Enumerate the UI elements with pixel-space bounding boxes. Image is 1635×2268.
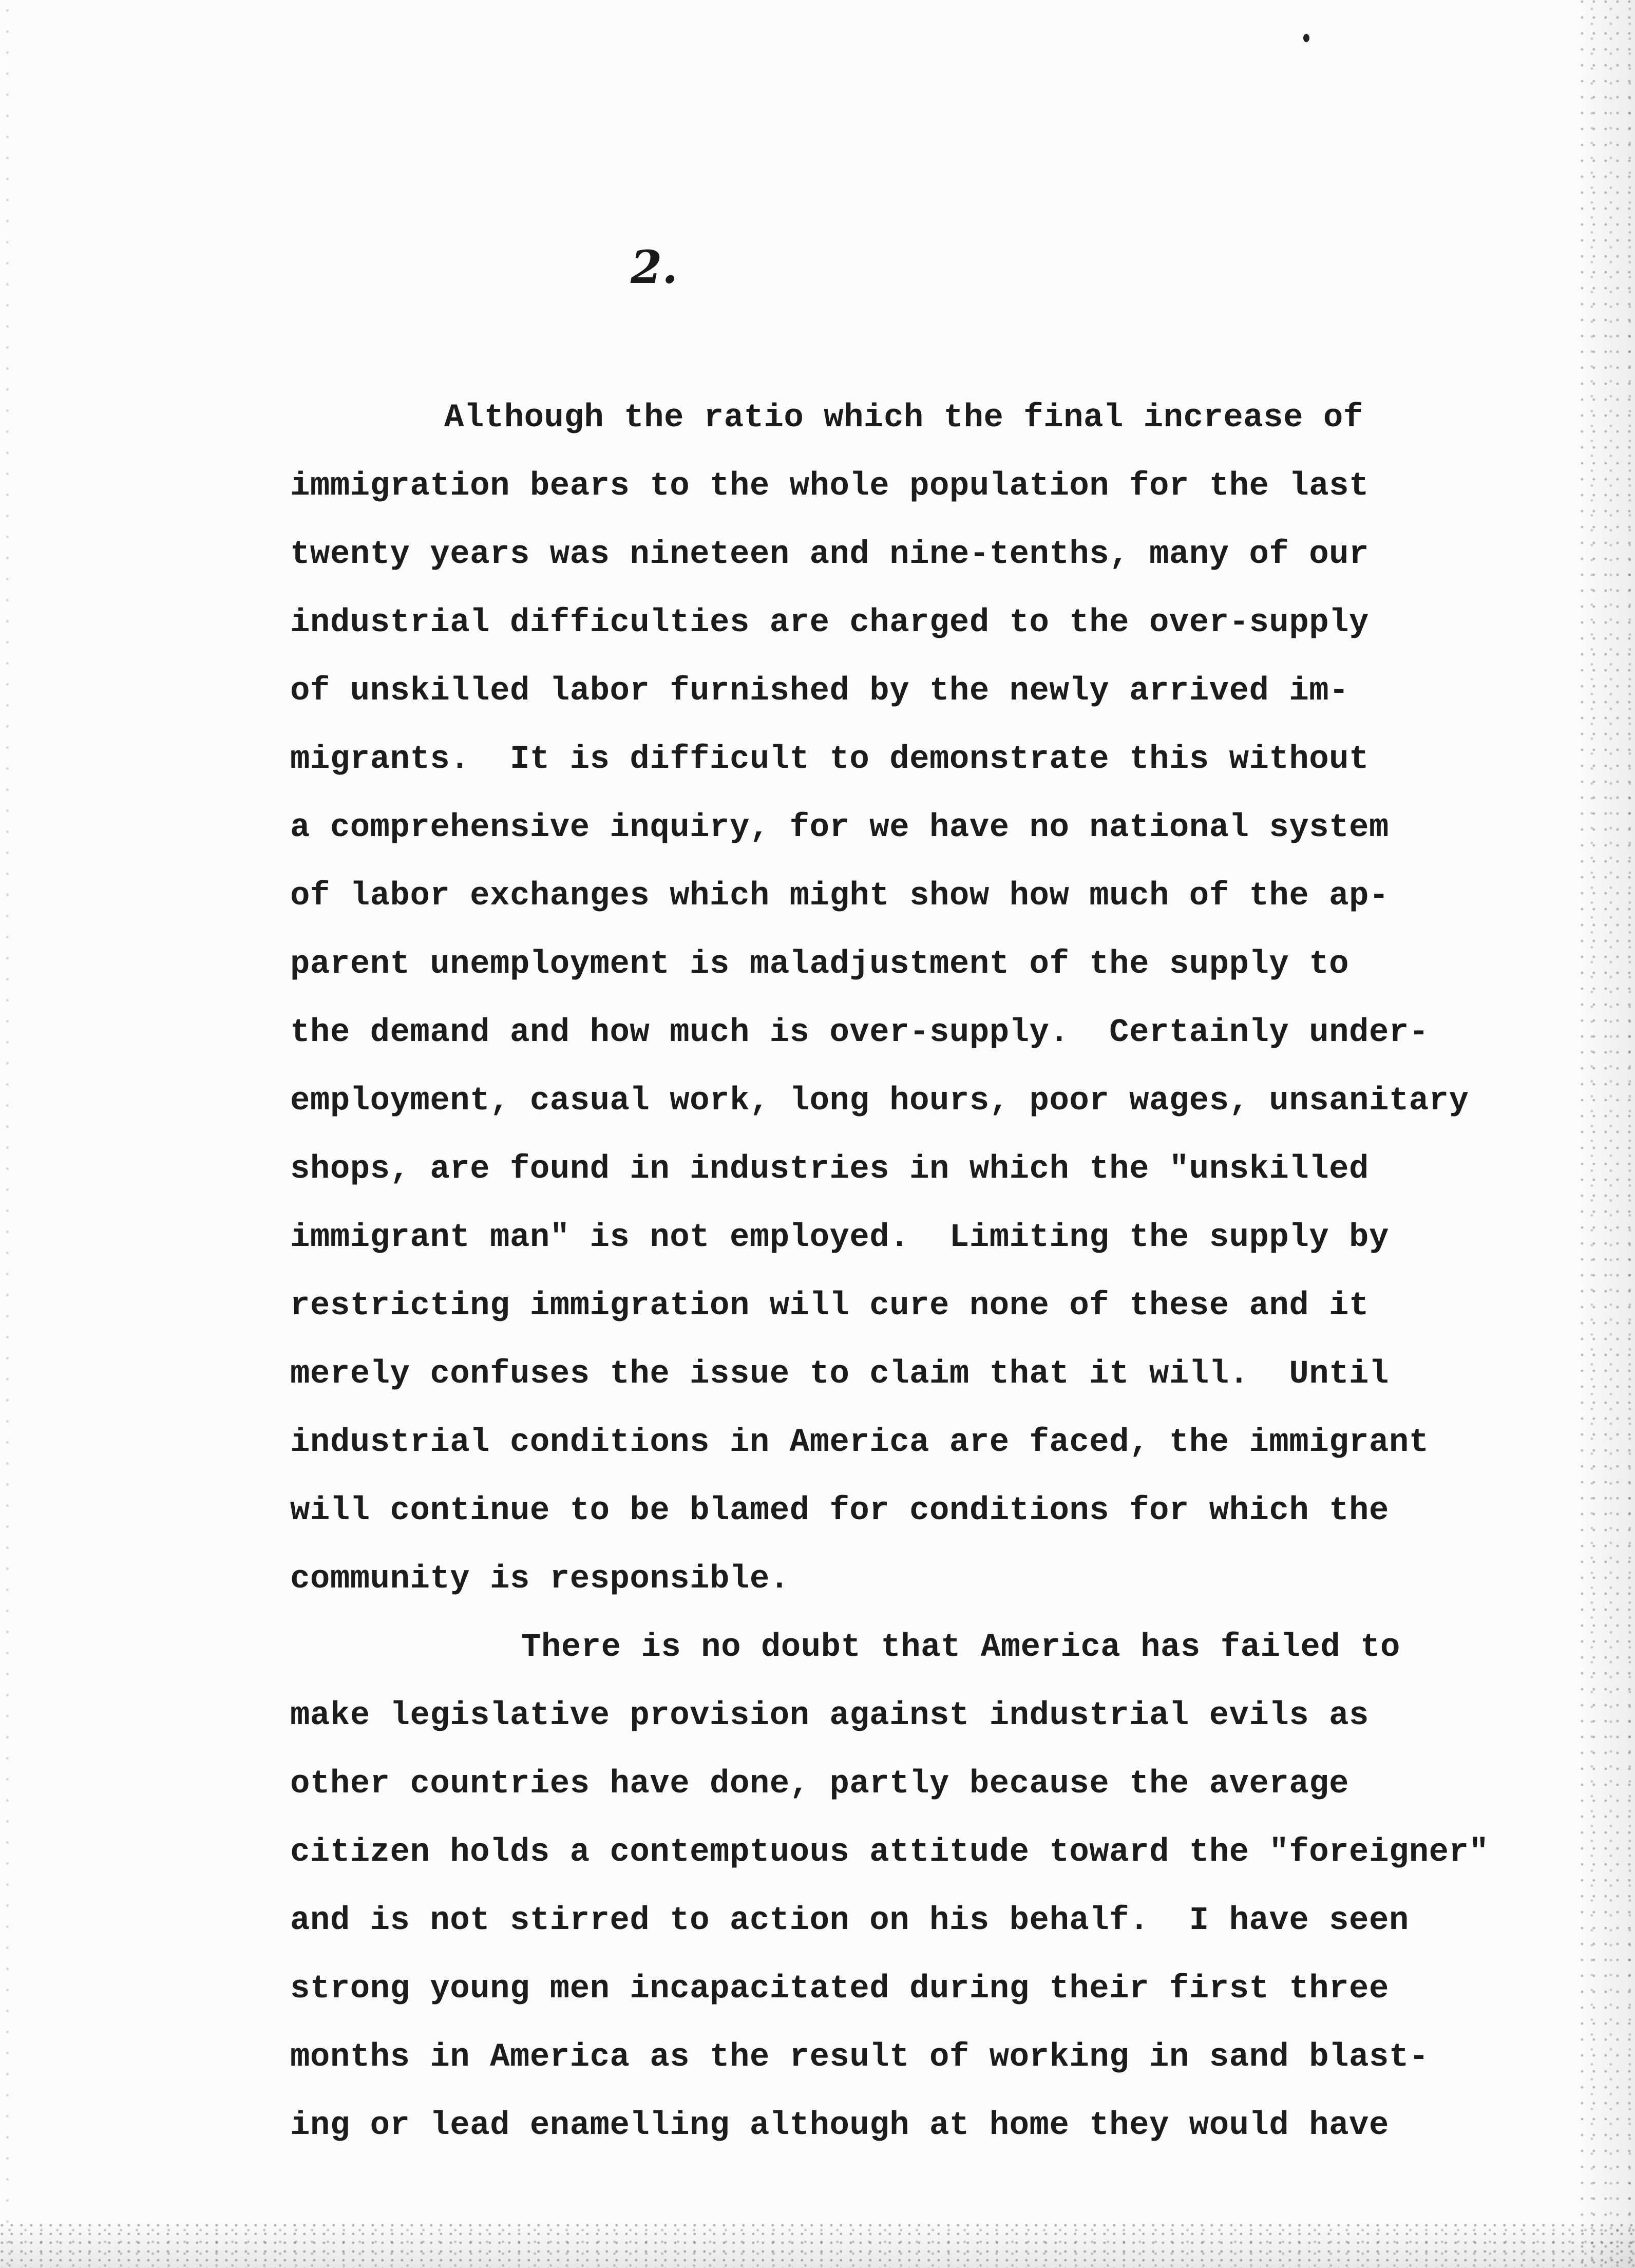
paragraph-2-line: There is no doubt that America has failed to <box>521 1629 1400 1666</box>
body-text <box>290 384 1489 2160</box>
scan-edge-bottom <box>0 2222 1635 2268</box>
paragraph-1-line: a comprehensive inquiry, for we have no national system <box>290 809 1389 846</box>
paragraph-2-line: months in America as the result of working in sand blast- <box>290 2039 1429 2076</box>
paragraph-1-line: immigration bears to the whole population for the last <box>290 468 1369 505</box>
paragraph-1-line: community is responsible. <box>290 1561 790 1598</box>
paragraph-2-line: make legislative provision against industrial evils as <box>290 1697 1369 1734</box>
paragraph-1-line: migrants. It is difficult to demonstrate this without <box>290 741 1369 778</box>
paragraph-1-line: twenty years was nineteen and nine-tenths, many of our <box>290 536 1369 573</box>
scan-edge-left <box>0 0 21 2268</box>
paragraph-1-line: Although the ratio which the final increase of <box>444 400 1363 437</box>
ink-speck <box>1303 34 1309 42</box>
paragraph-1-line: merely confuses the issue to claim that it will. Until <box>290 1356 1389 1393</box>
paragraph-1-line: will continue to be blamed for conditions for which the <box>290 1492 1389 1529</box>
paragraph-1-line: shops, are found in industries in which the "unskilled <box>290 1151 1369 1188</box>
paragraph-2-line: ing or lead enamelling although at home they would have <box>290 2107 1389 2144</box>
scan-edge-right <box>1579 0 1635 2268</box>
paragraph-1-line: parent unemployment is maladjustment of the supply to <box>290 946 1349 983</box>
paragraph-2-line: and is not stirred to action on his behalf. I have seen <box>290 1902 1409 1939</box>
paragraph-1-line: immigrant man" is not employed. Limiting the supply by <box>290 1219 1389 1256</box>
paragraph-1-line: industrial conditions in America are faced, the immigrant <box>290 1424 1429 1461</box>
page-number: 2. <box>631 240 678 294</box>
paragraph-1-line: of labor exchanges which might show how much of the ap- <box>290 878 1389 915</box>
paragraph-2-line: citizen holds a contemptuous attitude toward the "foreigner" <box>290 1834 1489 1871</box>
paragraph-1-line: industrial difficulties are charged to the over-supply <box>290 604 1369 641</box>
paragraph-1-line: of unskilled labor furnished by the newly arrived im- <box>290 673 1349 710</box>
paragraph-1-line: restricting immigration will cure none of these and it <box>290 1288 1369 1325</box>
paragraph-2-line: other countries have done, partly because the average <box>290 1766 1349 1803</box>
paragraph-1-line: the demand and how much is over-supply. Certainly under- <box>290 1014 1429 1051</box>
paragraph-2-line: strong young men incapacitated during their first three <box>290 1971 1389 2008</box>
paragraph-1-line: employment, casual work, long hours, poor wages, unsanitary <box>290 1083 1469 1120</box>
